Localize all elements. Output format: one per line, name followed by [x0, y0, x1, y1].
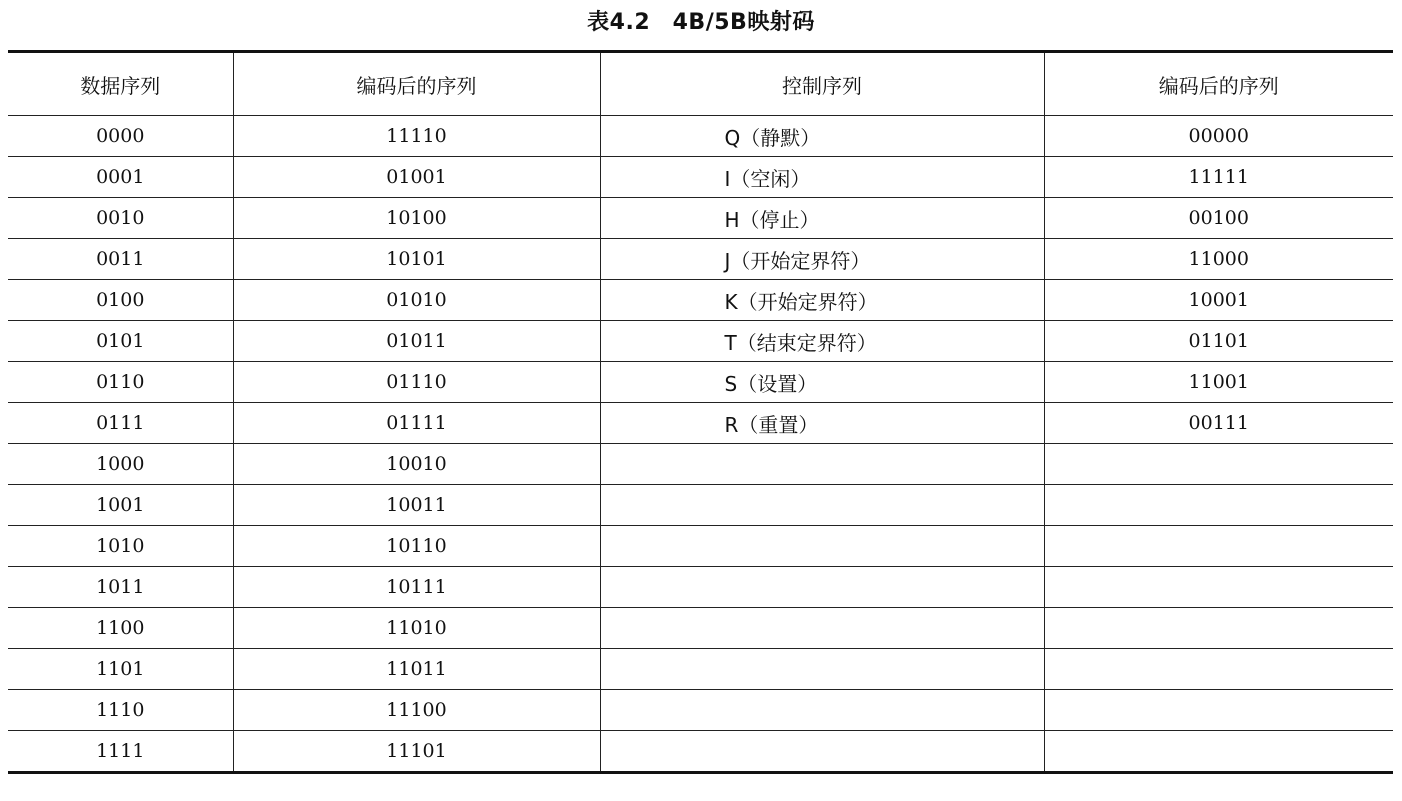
table-row — [8, 116, 1393, 157]
control-encoded-cell — [1044, 485, 1393, 526]
data-sequence-cell: 1101 — [8, 649, 233, 690]
table-row — [8, 608, 1393, 649]
header-row — [8, 52, 1393, 116]
data-encoded-cell: 10100 — [233, 198, 600, 239]
data-encoded-cell: 01011 — [233, 321, 600, 362]
control-sequence-cell: Q（静默） — [600, 116, 1044, 157]
data-encoded-cell: 11011 — [233, 649, 600, 690]
control-sequence-cell — [600, 444, 1044, 485]
table-row — [8, 362, 1393, 403]
header-control-encoded: 编码后的序列 — [1044, 52, 1393, 116]
table-row — [8, 485, 1393, 526]
mapping-table — [8, 50, 1393, 774]
data-encoded-cell: 01010 — [233, 280, 600, 321]
data-sequence-cell: 1011 — [8, 567, 233, 608]
data-sequence-cell: 0011 — [8, 239, 233, 280]
control-encoded-cell — [1044, 649, 1393, 690]
table-row — [8, 321, 1393, 362]
table-row — [8, 526, 1393, 567]
control-sequence-cell: R（重置） — [600, 403, 1044, 444]
control-sequence-cell — [600, 567, 1044, 608]
table-row — [8, 690, 1393, 731]
data-sequence-cell: 0110 — [8, 362, 233, 403]
control-encoded-cell — [1044, 731, 1393, 773]
data-sequence-cell: 0000 — [8, 116, 233, 157]
data-encoded-cell: 11100 — [233, 690, 600, 731]
header-data-sequence: 数据序列 — [8, 52, 233, 116]
data-sequence-cell: 1000 — [8, 444, 233, 485]
control-encoded-cell — [1044, 690, 1393, 731]
control-sequence-cell — [600, 608, 1044, 649]
control-sequence-cell: K（开始定界符） — [600, 280, 1044, 321]
table-row — [8, 649, 1393, 690]
data-encoded-cell: 10111 — [233, 567, 600, 608]
control-sequence-cell: T（结束定界符） — [600, 321, 1044, 362]
control-encoded-cell — [1044, 567, 1393, 608]
control-encoded-cell: 10001 — [1044, 280, 1393, 321]
table-row — [8, 444, 1393, 485]
control-encoded-cell — [1044, 608, 1393, 649]
data-encoded-cell: 11101 — [233, 731, 600, 773]
control-sequence-cell — [600, 526, 1044, 567]
data-sequence-cell: 0111 — [8, 403, 233, 444]
data-encoded-cell: 01001 — [233, 157, 600, 198]
control-sequence-cell — [600, 731, 1044, 773]
control-sequence-cell: H（停止） — [600, 198, 1044, 239]
control-sequence-cell: S（设置） — [600, 362, 1044, 403]
data-sequence-cell: 1110 — [8, 690, 233, 731]
control-encoded-cell — [1044, 526, 1393, 567]
data-sequence-cell: 1001 — [8, 485, 233, 526]
control-encoded-cell: 00111 — [1044, 403, 1393, 444]
table-row — [8, 157, 1393, 198]
control-sequence-cell: J（开始定界符） — [600, 239, 1044, 280]
table-row — [8, 403, 1393, 444]
control-encoded-cell: 11001 — [1044, 362, 1393, 403]
data-encoded-cell: 01111 — [233, 403, 600, 444]
control-encoded-cell — [1044, 444, 1393, 485]
data-sequence-cell: 0001 — [8, 157, 233, 198]
data-encoded-cell: 10110 — [233, 526, 600, 567]
data-encoded-cell: 11010 — [233, 608, 600, 649]
control-encoded-cell: 01101 — [1044, 321, 1393, 362]
data-sequence-cell: 1100 — [8, 608, 233, 649]
data-sequence-cell: 1111 — [8, 731, 233, 773]
control-encoded-cell: 11000 — [1044, 239, 1393, 280]
data-sequence-cell: 0101 — [8, 321, 233, 362]
data-encoded-cell: 01110 — [233, 362, 600, 403]
data-sequence-cell: 1010 — [8, 526, 233, 567]
table-row — [8, 567, 1393, 608]
header-control-sequence: 控制序列 — [600, 52, 1044, 116]
control-sequence-cell — [600, 485, 1044, 526]
data-encoded-cell: 10011 — [233, 485, 600, 526]
data-encoded-cell: 10101 — [233, 239, 600, 280]
table-row — [8, 198, 1393, 239]
control-sequence-cell: I（空闲） — [600, 157, 1044, 198]
table-row — [8, 239, 1393, 280]
data-sequence-cell: 0010 — [8, 198, 233, 239]
table-body — [8, 116, 1393, 773]
control-encoded-cell: 11111 — [1044, 157, 1393, 198]
data-encoded-cell: 11110 — [233, 116, 600, 157]
control-encoded-cell: 00000 — [1044, 116, 1393, 157]
data-sequence-cell: 0100 — [8, 280, 233, 321]
table-title: 表4.2 4B/5B映射码 — [587, 10, 815, 35]
control-sequence-cell — [600, 690, 1044, 731]
table-row — [8, 731, 1393, 773]
control-encoded-cell: 00100 — [1044, 198, 1393, 239]
control-sequence-cell — [600, 649, 1044, 690]
header-data-encoded: 编码后的序列 — [233, 52, 600, 116]
data-encoded-cell: 10010 — [233, 444, 600, 485]
table-row — [8, 280, 1393, 321]
